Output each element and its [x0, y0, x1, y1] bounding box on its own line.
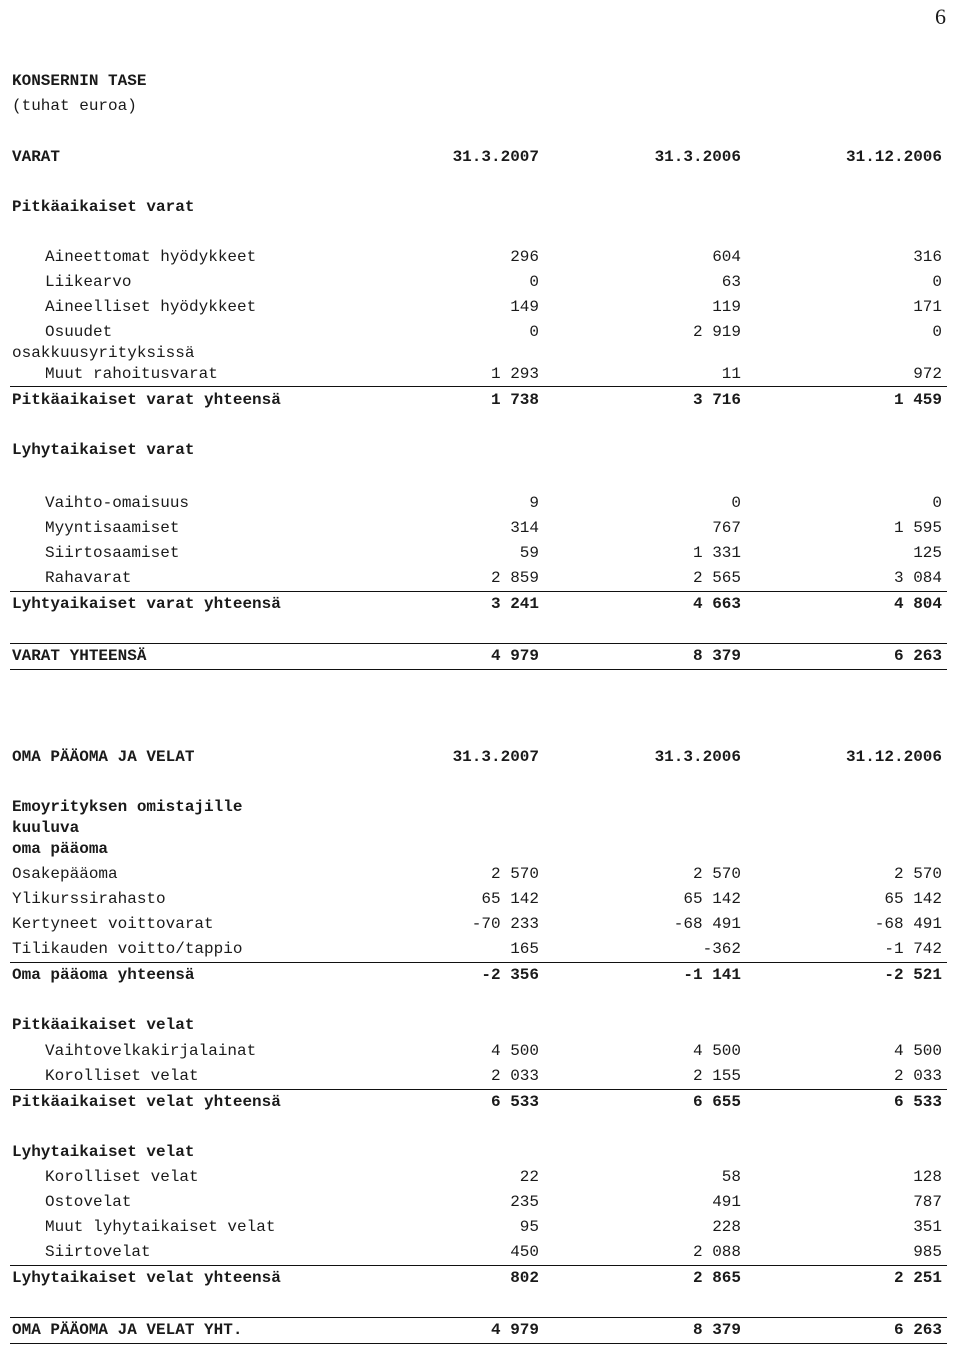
- row-value: 95: [519, 1218, 539, 1236]
- row-value: 985: [913, 1243, 942, 1261]
- row-value: 2 033: [893, 1067, 942, 1085]
- subtotal-label: Pitkäaikaiset varat yhteensä: [12, 391, 281, 409]
- row-value: -68 491: [673, 915, 741, 933]
- row-value: 972: [913, 365, 942, 383]
- section-title-noncurrent-assets: Pitkäaikaiset varat: [12, 198, 195, 216]
- subtotal-value: -2 356: [481, 966, 539, 984]
- subtotal-value: 2 865: [692, 1269, 741, 1287]
- subtotal-value: 3 241: [490, 595, 539, 613]
- row-label: Aineelliset hyödykkeet: [45, 298, 257, 316]
- row-label: Vaihtovelkakirjalainat: [45, 1042, 257, 1060]
- row-value: 0: [731, 494, 741, 512]
- page-number: 6: [935, 4, 946, 29]
- row-value: 2 570: [893, 865, 942, 883]
- row-value: 787: [913, 1193, 942, 1211]
- document-title: KONSERNIN TASE: [12, 72, 147, 90]
- column-date-3: 31.12.2006: [845, 148, 942, 166]
- subtotal-label: Oma pääoma yhteensä: [12, 966, 195, 984]
- row-value: 2 570: [490, 865, 539, 883]
- section-title-equity: kuuluva: [12, 819, 80, 837]
- row-label: Ylikurssirahasto: [12, 890, 166, 908]
- rule: [10, 591, 947, 592]
- grand-total-label: VARAT YHTEENSÄ: [12, 647, 147, 665]
- row-value: 2 859: [490, 569, 539, 587]
- row-value: 228: [712, 1218, 741, 1236]
- grand-total-value: 8 379: [692, 647, 741, 665]
- subtotal-label: Pitkäaikaiset velat yhteensä: [12, 1093, 281, 1111]
- subtotal-value: 6 533: [893, 1093, 942, 1111]
- row-value: 63: [721, 273, 741, 291]
- section-title-equity: oma pääoma: [12, 840, 109, 858]
- row-value: 125: [913, 544, 942, 562]
- rule: [10, 1265, 947, 1266]
- column-date-2: 31.3.2006: [654, 748, 741, 766]
- row-value: 1 595: [893, 519, 942, 537]
- section-title-noncurrent-liabilities: Pitkäaikaiset velat: [12, 1016, 195, 1034]
- row-value: 767: [712, 519, 741, 537]
- column-date-1: 31.3.2007: [452, 148, 539, 166]
- row-value: 0: [932, 323, 942, 341]
- row-label-continuation: osakkuusyrityksissä: [12, 344, 195, 362]
- row-value: 2 919: [692, 323, 741, 341]
- row-value: 11: [721, 365, 741, 383]
- subtotal-value: 6 533: [490, 1093, 539, 1111]
- row-label: Osakepääoma: [12, 865, 118, 883]
- row-value: 316: [913, 248, 942, 266]
- row-value: 4 500: [893, 1042, 942, 1060]
- row-value: -362: [702, 940, 741, 958]
- row-value: 149: [510, 298, 539, 316]
- row-value: 2 033: [490, 1067, 539, 1085]
- row-value: 65 142: [884, 890, 942, 908]
- grand-total-value: 6 263: [893, 647, 942, 665]
- row-value: 0: [529, 273, 539, 291]
- row-value: 2 570: [692, 865, 741, 883]
- row-label: Rahavarat: [45, 569, 132, 587]
- subtotal-value: 802: [510, 1269, 539, 1287]
- row-value: 0: [932, 273, 942, 291]
- subtotal-value: 1 738: [490, 391, 539, 409]
- row-value: 128: [913, 1168, 942, 1186]
- row-value: 22: [519, 1168, 539, 1186]
- row-value: 296: [510, 248, 539, 266]
- subtotal-value: 4 663: [692, 595, 741, 613]
- grand-total-value: 6 263: [893, 1321, 942, 1339]
- rule: [10, 962, 947, 963]
- row-label: Kertyneet voittovarat: [12, 915, 214, 933]
- subtotal-value: 2 251: [893, 1269, 942, 1287]
- column-date-2: 31.3.2006: [654, 148, 741, 166]
- rule: [10, 386, 947, 387]
- row-value: 4 500: [692, 1042, 741, 1060]
- section-title-equity: Emoyrityksen omistajille: [12, 798, 243, 816]
- rule: [10, 1317, 947, 1318]
- subtotal-label: Lyhytaikaiset velat yhteensä: [12, 1269, 281, 1287]
- subtotal-value: 4 804: [893, 595, 942, 613]
- row-label: Muut rahoitusvarat: [45, 365, 218, 383]
- rule: [10, 1343, 947, 1344]
- section-title-current-liabilities: Lyhytaikaiset velat: [12, 1143, 195, 1161]
- row-value: 1 331: [692, 544, 741, 562]
- row-label: Korolliset velat: [45, 1067, 199, 1085]
- grand-total-label: OMA PÄÄOMA JA VELAT YHT.: [12, 1321, 243, 1339]
- row-value: 351: [913, 1218, 942, 1236]
- subtotal-value: 3 716: [692, 391, 741, 409]
- row-value: 119: [712, 298, 741, 316]
- row-value: 4 500: [490, 1042, 539, 1060]
- equity-liabilities-header: OMA PÄÄOMA JA VELAT: [12, 748, 195, 766]
- section-title-current-assets: Lyhytaikaiset varat: [12, 441, 195, 459]
- document-subtitle: (tuhat euroa): [12, 97, 137, 115]
- row-label: Korolliset velat: [45, 1168, 199, 1186]
- row-label: Liikearvo: [45, 273, 132, 291]
- rule: [10, 669, 947, 670]
- grand-total-value: 4 979: [490, 647, 539, 665]
- row-label: Ostovelat: [45, 1193, 132, 1211]
- row-value: 491: [712, 1193, 741, 1211]
- row-value: 1 293: [490, 365, 539, 383]
- row-value: -1 742: [884, 940, 942, 958]
- row-value: 3 084: [893, 569, 942, 587]
- row-value: -70 233: [471, 915, 539, 933]
- row-label: Aineettomat hyödykkeet: [45, 248, 257, 266]
- row-value: 165: [510, 940, 539, 958]
- row-value: 59: [519, 544, 539, 562]
- grand-total-value: 4 979: [490, 1321, 539, 1339]
- row-label: Myyntisaamiset: [45, 519, 180, 537]
- row-value: 2 155: [692, 1067, 741, 1085]
- row-label: Tilikauden voitto/tappio: [12, 940, 243, 958]
- row-value: 2 088: [692, 1243, 741, 1261]
- subtotal-label: Lyhtyaikaiset varat yhteensä: [12, 595, 281, 613]
- row-value: -68 491: [874, 915, 942, 933]
- row-value: 171: [913, 298, 942, 316]
- row-value: 9: [529, 494, 539, 512]
- row-value: 314: [510, 519, 539, 537]
- row-value: 65 142: [481, 890, 539, 908]
- row-label: Muut lyhytaikaiset velat: [45, 1218, 276, 1236]
- row-label: Siirtovelat: [45, 1243, 151, 1261]
- row-value: 2 565: [692, 569, 741, 587]
- rule: [10, 1089, 947, 1090]
- row-value: 235: [510, 1193, 539, 1211]
- subtotal-value: -2 521: [884, 966, 942, 984]
- row-value: 0: [932, 494, 942, 512]
- rule: [10, 643, 947, 644]
- row-label: Osuudet: [45, 323, 113, 341]
- grand-total-value: 8 379: [692, 1321, 741, 1339]
- row-value: 65 142: [683, 890, 741, 908]
- row-value: 450: [510, 1243, 539, 1261]
- row-label: Vaihto-omaisuus: [45, 494, 190, 512]
- subtotal-value: -1 141: [683, 966, 741, 984]
- subtotal-value: 6 655: [692, 1093, 741, 1111]
- row-value: 0: [529, 323, 539, 341]
- row-value: 604: [712, 248, 741, 266]
- column-date-3: 31.12.2006: [845, 748, 942, 766]
- assets-header: VARAT: [12, 148, 61, 166]
- column-date-1: 31.3.2007: [452, 748, 539, 766]
- row-label: Siirtosaamiset: [45, 544, 180, 562]
- row-value: 58: [721, 1168, 741, 1186]
- subtotal-value: 1 459: [893, 391, 942, 409]
